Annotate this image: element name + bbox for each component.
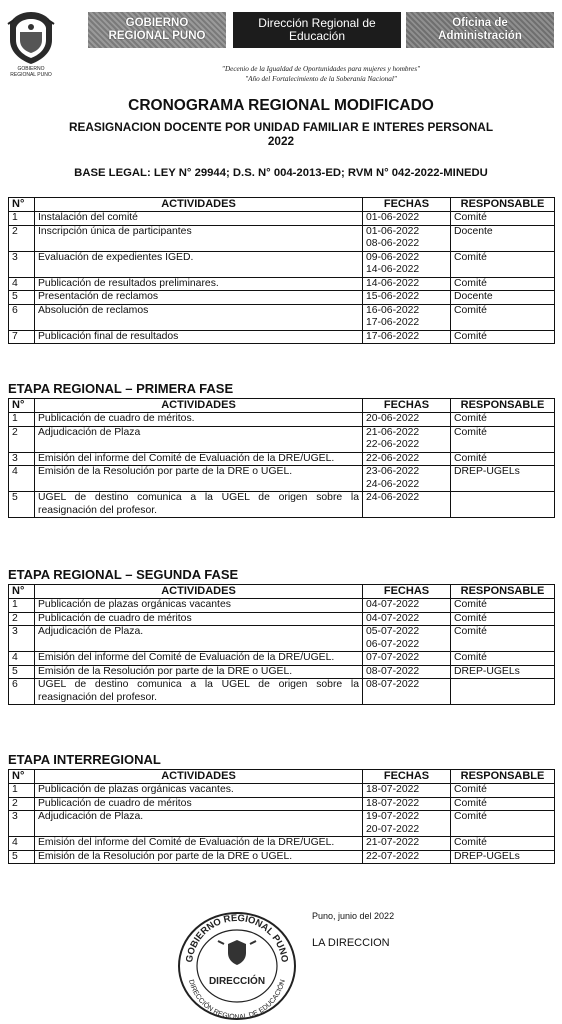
legal-basis: BASE LEGAL: LEY N° 29944; D.S. N° 004-2013-ED; RVM N° 042-2022-MINEDU — [74, 167, 488, 179]
col-header-actividades: ACTIVIDADES — [35, 198, 363, 212]
table-row — [9, 665, 555, 679]
date-value: 21-06-2022 — [366, 426, 420, 438]
row-number: 5 — [9, 291, 35, 305]
schedule-table-primera-fase — [8, 398, 555, 518]
dates-cell — [363, 679, 451, 705]
table-header-row — [9, 198, 555, 212]
header-block3-line: Oficina de — [452, 17, 508, 29]
table-row — [9, 850, 555, 864]
col-header-n: N° — [9, 585, 35, 599]
responsible-cell — [451, 492, 555, 518]
row-number: 3 — [9, 626, 35, 652]
decree-text — [88, 64, 554, 84]
responsible-cell: Comité — [451, 212, 555, 226]
activity-cell: Emisión de la Resolución por parte de la DRE o UGEL. — [35, 466, 363, 492]
header-block2-line: Educación — [288, 29, 346, 43]
header-block-oficina — [406, 12, 554, 48]
date-value: 15-06-2022 — [366, 291, 420, 302]
date-value: 01-06-2022 — [366, 225, 420, 237]
activity-cell: Absolución de reclamos — [35, 304, 363, 330]
activity-cell: Evaluación de expedientes IGED. — [35, 251, 363, 277]
table-row — [9, 291, 555, 305]
date-value: 08-06-2022 — [366, 238, 420, 249]
activity-cell: Publicación de plazas orgánicas vacantes. — [35, 784, 363, 798]
row-number: 6 — [9, 679, 35, 705]
activity-cell: UGEL de destino comunica a la UGEL de origen sobre la reasignación del profesor. — [35, 492, 363, 518]
place-date: Puno, junio del 2022 — [312, 911, 395, 921]
dates-cell — [363, 225, 451, 251]
activity-cell: UGEL de destino comunica a la UGEL de origen sobre la reasignación del profesor. — [35, 679, 363, 705]
responsible-cell: Docente — [451, 291, 555, 305]
activity-cell: Instalación del comité — [35, 212, 363, 226]
row-number: 1 — [9, 413, 35, 427]
col-header-n: N° — [9, 770, 35, 784]
activity-cell: Publicación de cuadro de méritos — [35, 797, 363, 811]
header-block-direccion — [233, 12, 401, 48]
table-row — [9, 225, 555, 251]
date-value: 18-07-2022 — [366, 784, 420, 795]
dates-cell — [363, 850, 451, 864]
section-heading-interregional: ETAPA INTERREGIONAL — [8, 752, 161, 767]
date-value: 24-06-2022 — [366, 478, 420, 490]
table-row — [9, 212, 555, 226]
date-value: 14-06-2022 — [366, 277, 420, 289]
row-number: 1 — [9, 784, 35, 798]
subtitle-line-1: REASIGNACION DOCENTE POR UNIDAD FAMILIAR E INTERES PERSONAL — [68, 120, 494, 134]
col-header-actividades: ACTIVIDADES — [35, 770, 363, 784]
decree-line-1: "Decenio de la Igualdad de Oportunidades para mujeres y hombres" — [221, 65, 421, 73]
schedule-table-segunda-fase — [8, 584, 555, 705]
responsible-cell: Comité — [451, 277, 555, 291]
dates-cell — [363, 413, 451, 427]
dates-cell — [363, 291, 451, 305]
col-header-responsable: RESPONSABLE — [451, 585, 555, 599]
responsible-cell: Comité — [451, 811, 555, 837]
table-row — [9, 466, 555, 492]
responsible-cell: Comité — [451, 251, 555, 277]
date-value: 19-07-2022 — [366, 811, 420, 822]
activity-cell: Emisión del informe del Comité de Evaluación de la DRE/UGEL. — [35, 652, 363, 666]
table-row — [9, 413, 555, 427]
subtitle-year: 2022 — [267, 134, 295, 148]
col-header-responsable: RESPONSABLE — [451, 198, 555, 212]
activity-cell: Emisión de la Resolución por parte de la DRE o UGEL. — [35, 850, 363, 864]
decree-line-2: "Año del Fortalecimiento de la Soberanía Nacional" — [245, 75, 397, 83]
dates-cell — [363, 452, 451, 466]
row-number: 3 — [9, 452, 35, 466]
schedule-table-general — [8, 197, 555, 344]
col-header-n: N° — [9, 198, 35, 212]
dates-cell — [363, 466, 451, 492]
date-value: 22-06-2022 — [366, 439, 420, 450]
responsible-cell: DREP-UGELs — [451, 466, 555, 492]
seal-center-text: DIRECCIÓN — [208, 976, 266, 987]
letterhead — [0, 6, 562, 83]
col-header-responsable: RESPONSABLE — [451, 770, 555, 784]
table-row — [9, 797, 555, 811]
activity-cell: Emisión de la Resolución por parte de la DRE o UGEL. — [35, 665, 363, 679]
dates-cell — [363, 797, 451, 811]
schedule-table-interregional — [8, 769, 555, 864]
dates-cell — [363, 811, 451, 837]
date-value: 22-07-2022 — [366, 850, 420, 862]
activity-cell: Publicación de cuadro de méritos — [35, 612, 363, 626]
row-number: 6 — [9, 304, 35, 330]
table-header-row — [9, 399, 555, 413]
row-number: 7 — [9, 330, 35, 344]
responsible-cell: Docente — [451, 225, 555, 251]
date-value: 17-06-2022 — [366, 317, 420, 328]
col-header-actividades: ACTIVIDADES — [35, 399, 363, 413]
col-header-fechas: FECHAS — [363, 399, 451, 413]
activity-cell: Publicación de plazas orgánicas vacantes — [35, 599, 363, 613]
section-heading-primera-fase: ETAPA REGIONAL – PRIMERA FASE — [8, 381, 234, 396]
row-number: 5 — [9, 850, 35, 864]
header-block1-line: GOBIERNO — [125, 17, 189, 29]
table-header-row — [9, 585, 555, 599]
date-value: 06-07-2022 — [366, 638, 420, 650]
dates-cell — [363, 599, 451, 613]
row-number: 3 — [9, 811, 35, 837]
date-value: 05-07-2022 — [366, 626, 420, 637]
activity-cell: Emisión del informe del Comité de Evaluación de la DRE/UGEL. — [35, 837, 363, 851]
responsible-cell: Comité — [451, 837, 555, 851]
header-block-gobierno — [88, 12, 226, 48]
activity-cell: Presentación de reclamos — [35, 291, 363, 305]
official-seal-icon — [174, 910, 300, 1022]
document-subtitle — [0, 120, 562, 148]
responsible-cell: Comité — [451, 797, 555, 811]
date-value: 08-07-2022 — [366, 665, 420, 677]
col-header-responsable: RESPONSABLE — [451, 399, 555, 413]
emblem-caption: GOBIERNO REGIONAL PUNO — [10, 66, 52, 78]
responsible-cell — [451, 679, 555, 705]
row-number: 4 — [9, 277, 35, 291]
activity-cell: Adjudicación de Plaza — [35, 426, 363, 452]
col-header-fechas: FECHAS — [363, 585, 451, 599]
table-row — [9, 626, 555, 652]
header-block1-line: REGIONAL PUNO — [108, 30, 206, 42]
activity-cell: Publicación final de resultados — [35, 330, 363, 344]
responsible-cell: Comité — [451, 452, 555, 466]
table-row — [9, 452, 555, 466]
table-row — [9, 426, 555, 452]
date-value: 16-06-2022 — [366, 304, 420, 316]
row-number: 2 — [9, 612, 35, 626]
row-number: 2 — [9, 225, 35, 251]
date-value: 04-07-2022 — [366, 612, 420, 624]
row-number: 1 — [9, 212, 35, 226]
table-row — [9, 612, 555, 626]
responsible-cell: Comité — [451, 784, 555, 798]
row-number: 1 — [9, 599, 35, 613]
dates-cell — [363, 784, 451, 798]
table-row — [9, 304, 555, 330]
dates-cell — [363, 665, 451, 679]
col-header-fechas: FECHAS — [363, 198, 451, 212]
dates-cell — [363, 652, 451, 666]
table-header-row — [9, 770, 555, 784]
dates-cell — [363, 426, 451, 452]
table-row — [9, 599, 555, 613]
row-number: 5 — [9, 665, 35, 679]
col-header-fechas: FECHAS — [363, 770, 451, 784]
date-value: 20-07-2022 — [366, 823, 420, 835]
table-row — [9, 679, 555, 705]
dates-cell — [363, 304, 451, 330]
date-value: 18-07-2022 — [366, 797, 420, 809]
row-number: 3 — [9, 251, 35, 277]
col-header-n: N° — [9, 399, 35, 413]
row-number: 4 — [9, 837, 35, 851]
dates-cell — [363, 330, 451, 344]
responsible-cell: Comité — [451, 652, 555, 666]
dates-cell — [363, 612, 451, 626]
header-block3-line: Administración — [438, 30, 522, 42]
dates-cell — [363, 251, 451, 277]
responsible-cell: DREP-UGELs — [451, 665, 555, 679]
table-row — [9, 784, 555, 798]
row-number: 2 — [9, 797, 35, 811]
table-row — [9, 652, 555, 666]
table-row — [9, 330, 555, 344]
row-number: 2 — [9, 426, 35, 452]
responsible-cell: DREP-UGELs — [451, 850, 555, 864]
seal-ring-text: GOBIERNO REGIONAL PUNO — [184, 912, 290, 964]
document-title: CRONOGRAMA REGIONAL MODIFICADO — [128, 97, 434, 114]
dates-cell — [363, 626, 451, 652]
date-value: 09-06-2022 — [366, 251, 420, 263]
date-value: 24-06-2022 — [366, 492, 420, 503]
table-row — [9, 251, 555, 277]
row-number: 4 — [9, 466, 35, 492]
responsible-cell: Comité — [451, 612, 555, 626]
table-row — [9, 492, 555, 518]
responsible-cell: Comité — [451, 426, 555, 452]
regional-emblem-icon — [6, 10, 56, 66]
dates-cell — [363, 492, 451, 518]
responsible-cell: Comité — [451, 626, 555, 652]
date-value: 17-06-2022 — [366, 330, 420, 342]
dates-cell — [363, 837, 451, 851]
responsible-cell: Comité — [451, 599, 555, 613]
header-block2-line: Dirección Regional de — [258, 16, 376, 30]
date-value: 21-07-2022 — [366, 837, 420, 848]
activity-cell: Publicación de cuadro de méritos. — [35, 413, 363, 427]
date-value: 14-06-2022 — [366, 264, 420, 275]
date-value: 01-06-2022 — [366, 212, 420, 223]
row-number: 4 — [9, 652, 35, 666]
activity-cell: Adjudicación de Plaza. — [35, 626, 363, 652]
table-row — [9, 811, 555, 837]
date-value: 07-07-2022 — [366, 652, 420, 663]
date-value: 23-06-2022 — [366, 466, 420, 477]
seal-bottom-text: DIRECCIÓN REGIONAL DE EDUCACIÓN — [187, 978, 287, 1021]
dates-cell — [363, 212, 451, 226]
row-number: 5 — [9, 492, 35, 518]
activity-cell: Publicación de resultados preliminares. — [35, 277, 363, 291]
col-header-actividades: ACTIVIDADES — [35, 585, 363, 599]
responsible-cell: Comité — [451, 413, 555, 427]
activity-cell: Inscripción única de participantes — [35, 225, 363, 251]
responsible-cell: Comité — [451, 304, 555, 330]
activity-cell: Adjudicación de Plaza. — [35, 811, 363, 837]
responsible-cell: Comité — [451, 330, 555, 344]
activity-cell: Emisión del informe del Comité de Evaluación de la DRE/UGEL. — [35, 452, 363, 466]
signature-label: LA DIRECCION — [312, 937, 390, 949]
table-row — [9, 837, 555, 851]
date-value: 20-06-2022 — [366, 413, 420, 424]
table-row — [9, 277, 555, 291]
dates-cell — [363, 277, 451, 291]
date-value: 04-07-2022 — [366, 599, 420, 610]
section-heading-segunda-fase: ETAPA REGIONAL – SEGUNDA FASE — [8, 567, 239, 582]
date-value: 08-07-2022 — [366, 679, 420, 690]
date-value: 22-06-2022 — [366, 452, 420, 464]
